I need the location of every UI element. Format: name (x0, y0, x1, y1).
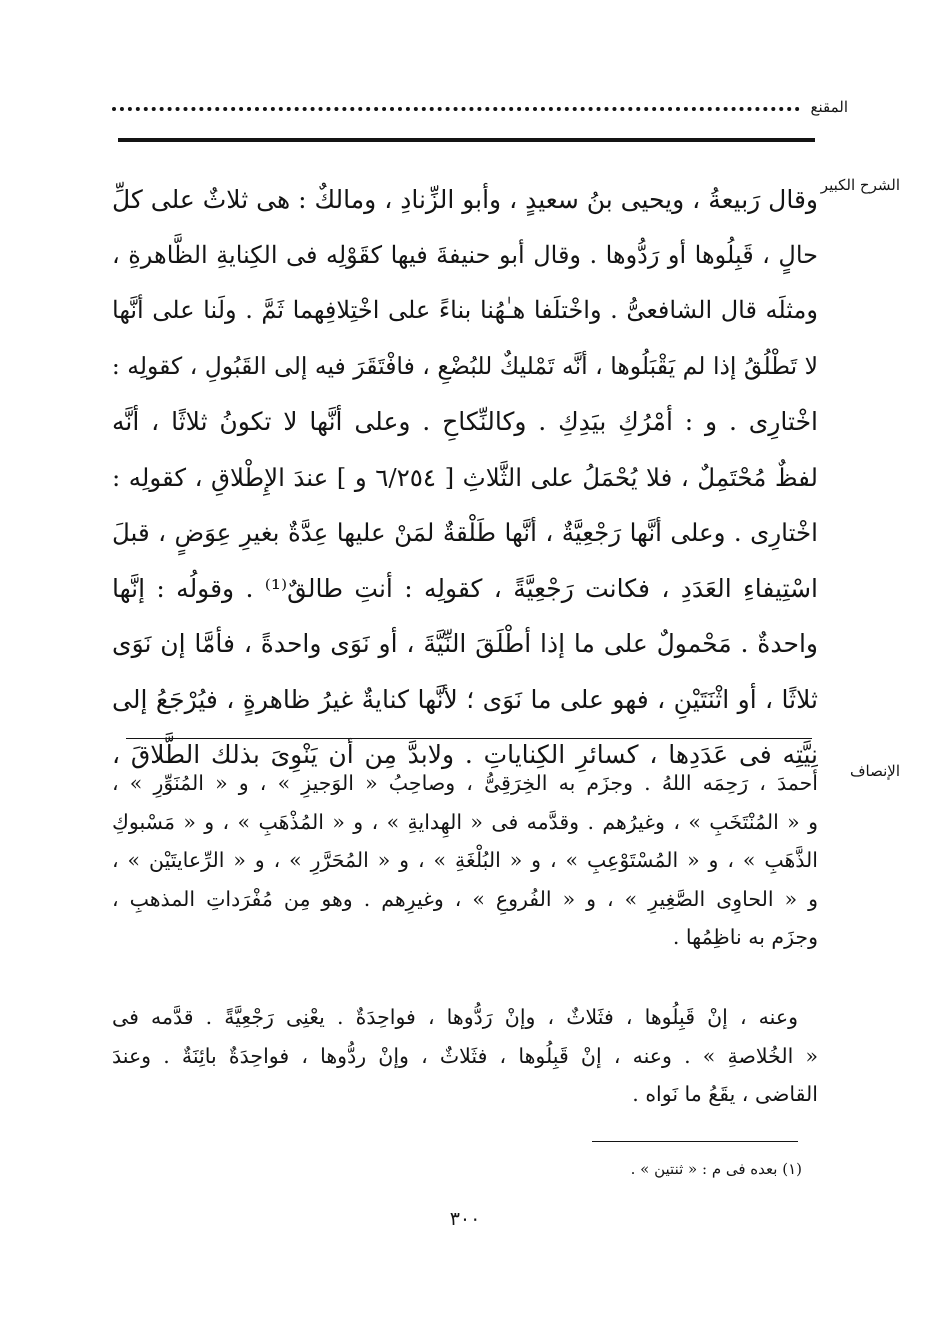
insaf-line: و « الحاوِى الصَّغِيرِ » ، و « الفُروعِ » ، وغيرِهم . وهو مِن مُفْرَداتِ المذهبِ ، (112, 886, 818, 911)
header-dotted-leader (112, 107, 800, 111)
insaf-paragraph-2 (112, 998, 818, 1114)
sharh-line: اسْتِيفاءِ العَدَدِ ، فكانت رَجْعِيَّةً ، كقولِه : أنتِ طالقٌ⁽¹⁾ . وقولُه : إنَّها (112, 573, 818, 603)
insaf-text (112, 764, 818, 957)
sharh-line: لا تَطْلُقُ إذا لم يَقْبَلُوها ، أنَّه تَمْليكٌ للبُضْعِ ، فافْتَقَرَ فيه إلى القَبُولِ ، كقولِه : (112, 351, 818, 380)
header-title: المقنع (810, 98, 848, 116)
sharh-line: لفظٌ مُحْتَمِلٌ ، فلا يُحْمَلُ على الثَّلاثِ [ ٦/٢٥٤ و ] عندَ الإِطْلاقِ ، كقولِه : (112, 462, 818, 492)
section-divider (126, 738, 812, 739)
sharh-line: اخْتارِى . و : أمْرُكِ بيَدِكِ . وكالنِّكاحِ . وعلى أنَّها لا تكونُ ثلاثًا ، أنَّه (112, 407, 818, 436)
insaf-line: أحمدَ ، رَحِمَه اللهُ . وجزَم به الخِرَقِىُّ ، وصاحِبُ « الوَجيزِ » ، و « المُنَوِّرِ » ، (112, 771, 818, 795)
sharh-line: حالٍ ، قَبِلُوها أو رَدُّوها . وقال أبو حنيفةَ فيها كقَوْلِه فى الكِنايةِ الظَّاهرةِ ، (112, 240, 818, 269)
sharh-line: واحدةٌ . مَحْمولٌ على ما إذا أطْلَقَ النِّيَّةَ ، أو نَوَى واحدةً ، فأمَّا إن نَوَى (112, 629, 818, 658)
insaf-line: القاضى ، يقَعُ ما نَواه . (632, 1082, 818, 1106)
header-rule (118, 138, 815, 142)
footnote-rule (592, 1141, 798, 1142)
sharh-label: الشرح الكبير (820, 176, 900, 194)
sharh-text (112, 172, 818, 783)
insaf-label: الإنصاف (849, 762, 900, 780)
insaf-line: و « المُنْتَخَبِ » ، وغيرُهم . وقدَّمه فى « الهِدايةِ » ، و « المُذْهَبِ » ، و « مَسْبوكِ (112, 809, 818, 834)
insaf-line: وعنه ، إنْ قَبِلُوها ، فثَلاثٌ ، وإنْ رَدُّوها ، فواحِدَةٌ . يعْنِى رَجْعِيَّةً . قدَّمه فى (112, 1005, 798, 1029)
sharh-line: نِيَّتِه فى عَدَدِها ، كسائرِ الكِناياتِ . ولابدَّ مِن أن يَنْوِىَ بذلك الطَّلاقَ ، (112, 740, 818, 769)
footnote: (١) بعده فى م : « ثنتين » . (630, 1160, 802, 1178)
sharh-line: ومثلَه قال الشافعىُّ . واخْتلَفا هـٰهُنا بناءً على اخْتِلافِهما ثَمَّ . ولَنا على أنَّها (112, 296, 818, 324)
insaf-line: الذَّهَبِ » ، و « المُسْتَوْعِبِ » ، و « البُلْغَةِ » ، و « المُحَرَّرِ » ، و « الرِّعايتَيْن » ، (112, 848, 818, 873)
insaf-line: وجزَم به ناظِمُها . (672, 925, 818, 950)
sharh-line: اخْتارِى . وعلى أنَّها رَجْعِيَّةٌ ، أنَّها طَلْقةٌ لمَنْ عليها عِدَّةٌ بغيرِ عِوَضٍ ، قبلَ (112, 518, 818, 547)
page-number: ٣٠٠ (449, 1208, 481, 1230)
sharh-line: ثلاثًا ، أو اثْنَتَيْنِ ، فهو على ما نَوَى ؛ لأنَّها كنايةٌ غيرُ ظاهرةٍ ، فيُرْجَعُ إلى (112, 684, 818, 714)
insaf-line: « الخُلاصةِ » . وعنه ، إنْ قَبِلُوها ، فثَلاثٌ ، وإنْ ردُّوها ، فواحِدَةٌ بائِنَةٌ . وعندَ (112, 1043, 818, 1068)
sharh-line: وقال رَبيعةُ ، ويحيى بنُ سعيدٍ ، وأبو الزِّنادِ ، ومالكٌ : هى ثلاثٌ على كلِّ (112, 185, 818, 214)
running-header (112, 92, 848, 122)
